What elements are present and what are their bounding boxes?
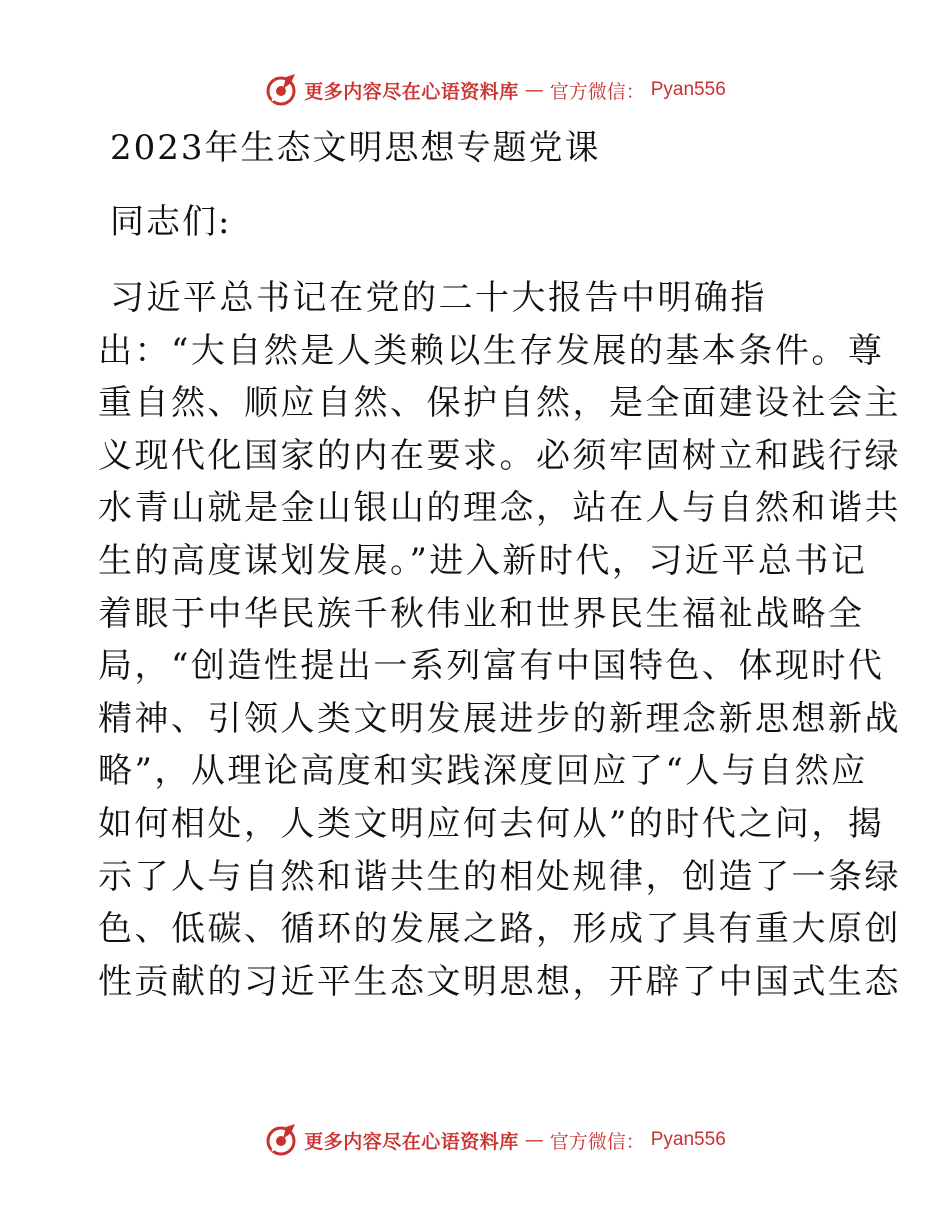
body-line: 精神、引领人类文明发展进步的新理念新思想新战 [98,698,901,739]
body-line: 出：“大自然是人类赖以生存发展的基本条件。尊 [98,330,885,371]
body-line: 如何相处，人类文明应何去何从”的时代之问，揭 [98,803,885,844]
header-site-text: 更多内容尽在心语资料库 [304,80,519,103]
footer-site-text: 更多内容尽在心语资料库 [304,1130,519,1153]
body-line: 色、低碳、循环的发展之路，形成了具有重大原创 [98,909,901,950]
header-dash: — [524,79,544,101]
body-line: 水青山就是金山银山的理念，站在人与自然和谐共 [98,488,901,529]
body-line: 性贡献的习近平生态文明思想，开辟了中国式生态 [98,961,901,1002]
footer-wechat-label: 官方微信： [549,1130,645,1153]
document-body [98,272,901,1008]
pen-logo-icon [264,73,298,107]
body-line: 局，“创造性提出一系列富有中国特色、体现时代 [98,646,885,687]
document-title: 2023年生态文明思想专题党课 [110,128,601,168]
footer-dash: — [524,1129,544,1151]
body-line: 义现代化国家的内在要求。必须牢固树立和践行绿 [98,435,901,476]
body-line: 示了人与自然和谐共生的相处规律，创造了一条绿 [98,856,901,897]
header-wechat-label: 官方微信： [549,80,645,103]
footer-watermark-banner [0,1118,950,1162]
footer-wechat-id: Pyan556 [650,1129,726,1150]
header-wechat-id: Pyan556 [650,79,726,100]
body-line: 着眼于中华民族千秋伟业和世界民生福祉战略全 [98,593,865,634]
body-line: 习近平总书记在党的二十大报告中明确指 [110,278,767,318]
body-line: 略”，从理论高度和实践深度回应了“人与自然应 [98,751,868,792]
header-watermark-banner [0,68,950,112]
pen-logo-icon [264,1123,298,1157]
body-line: 重自然、顺应自然、保护自然，是全面建设社会主 [98,383,901,424]
document-greeting: 同志们: [110,202,232,242]
body-line: 生的高度谋划发展。”进入新时代，习近平总书记 [98,540,868,581]
